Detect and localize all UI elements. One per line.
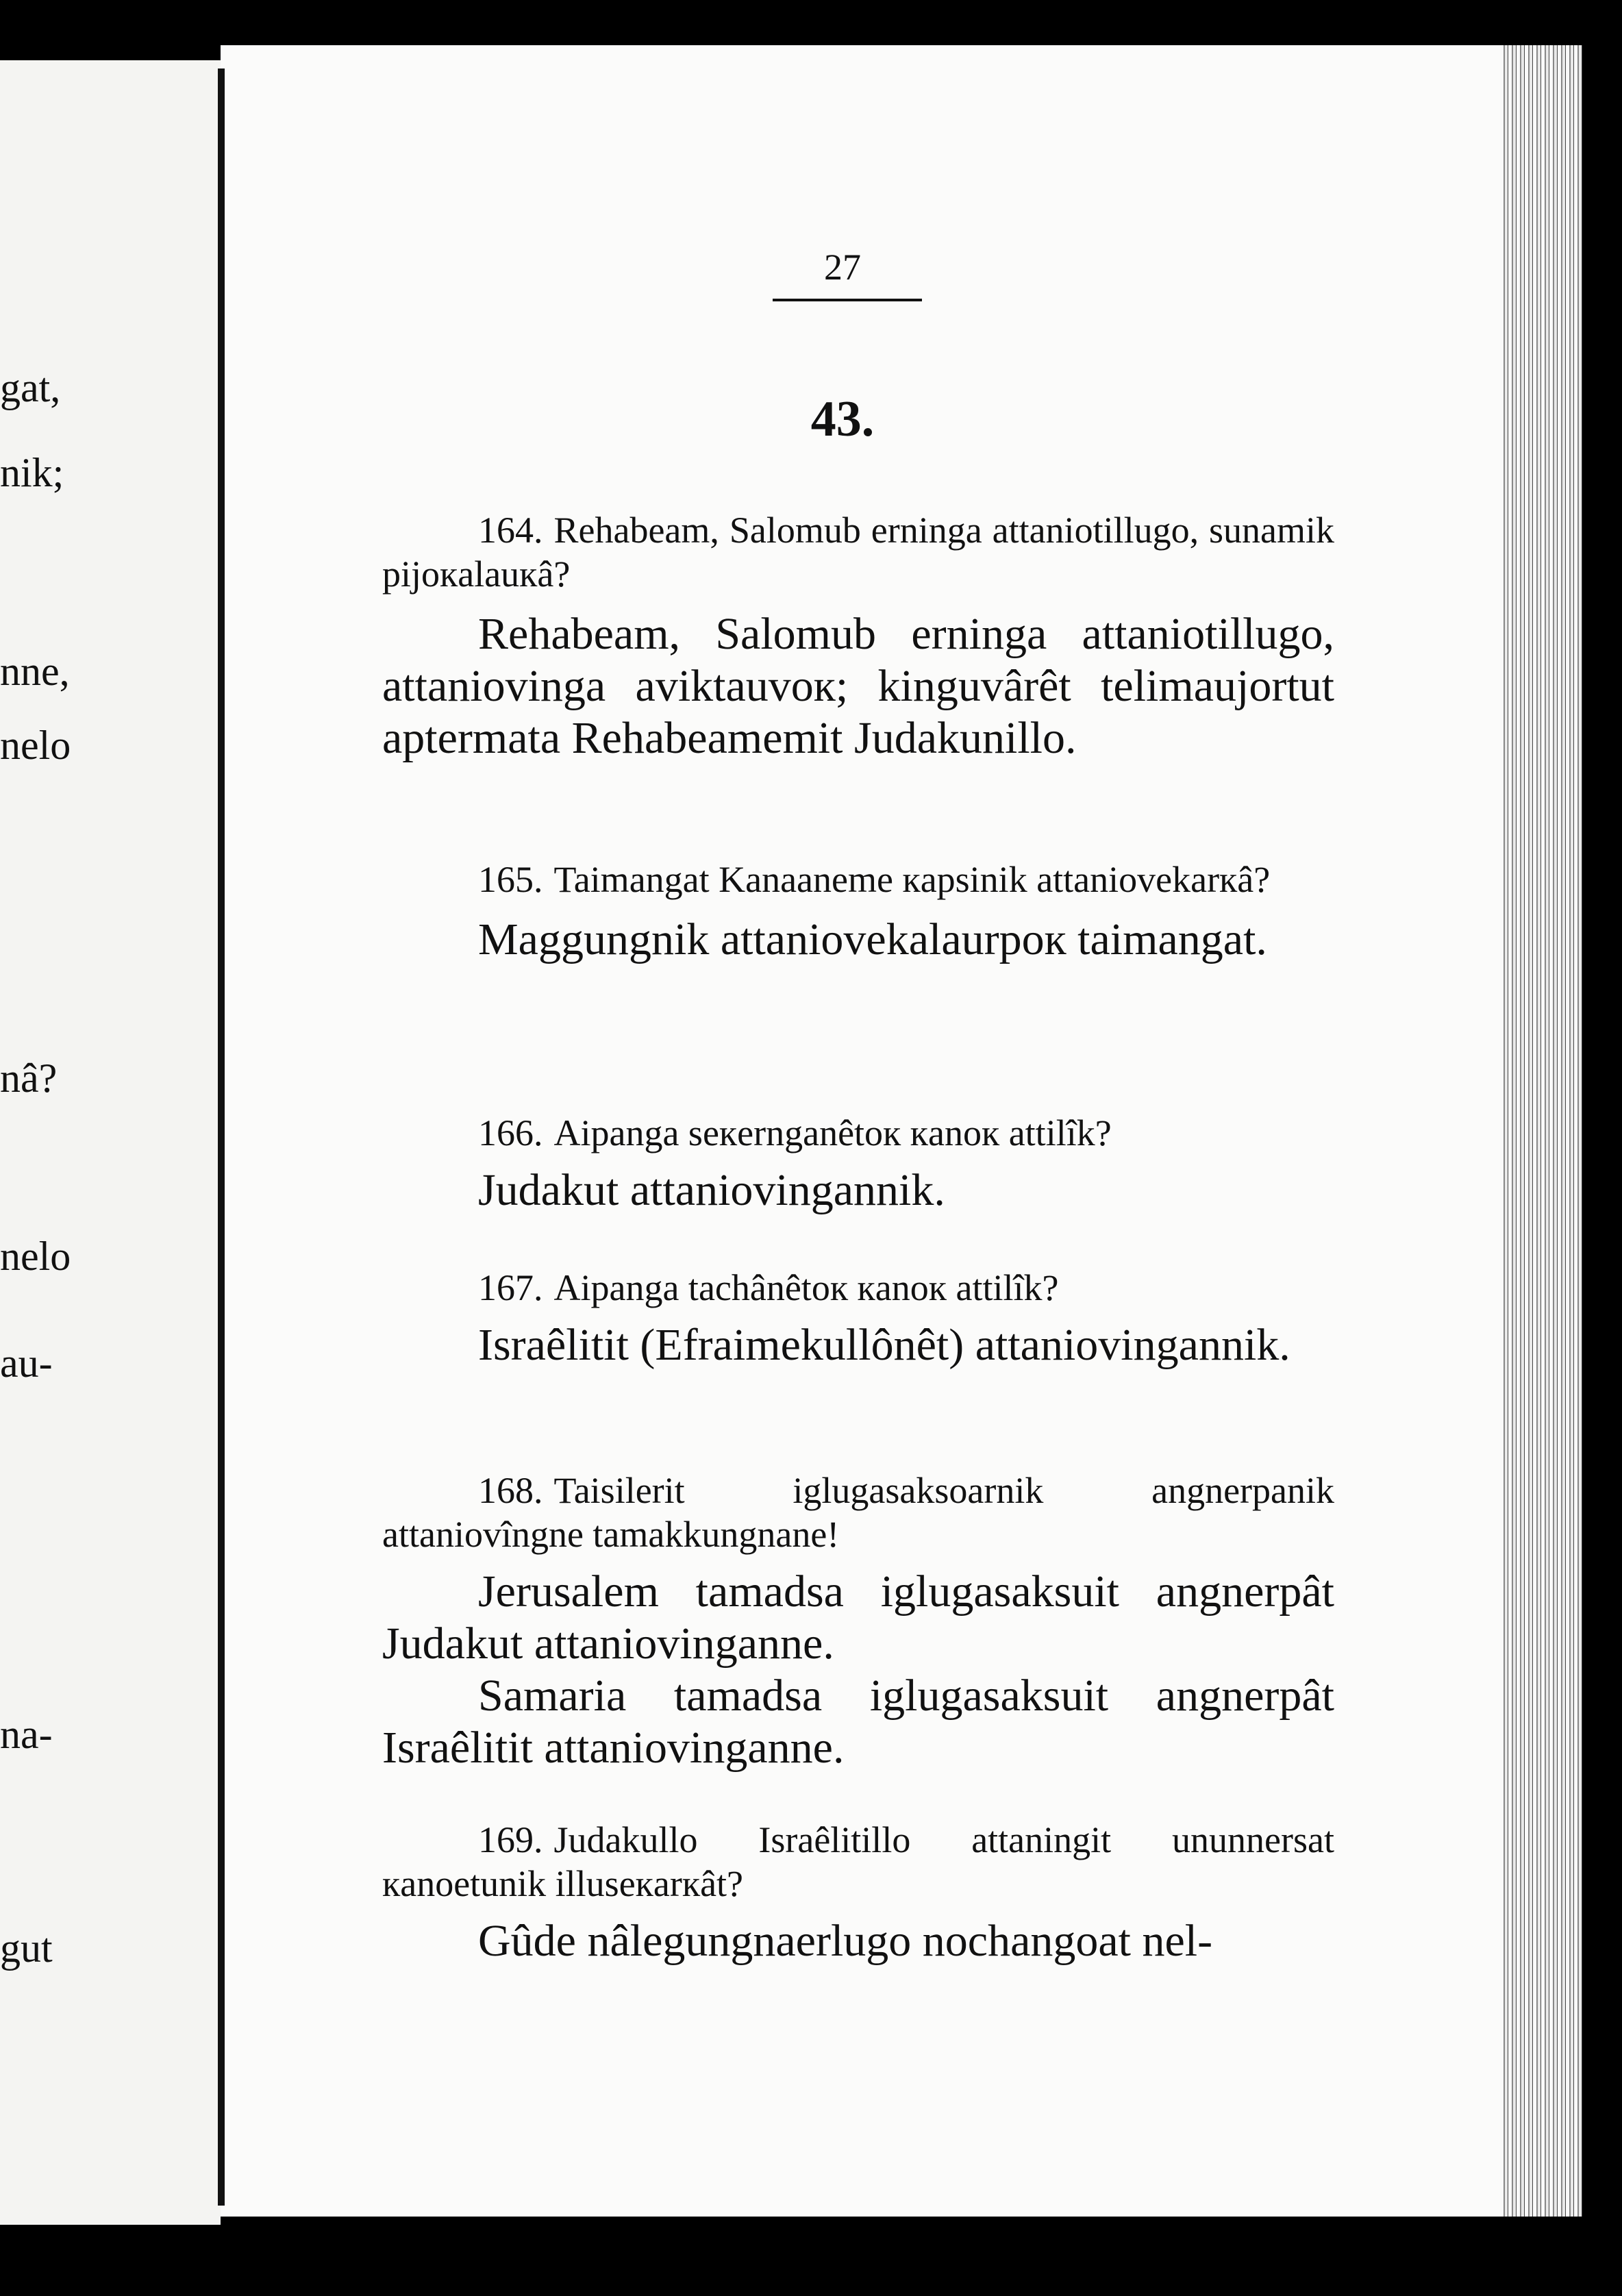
left-page-fragment: nelo [0, 1234, 71, 1279]
question [382, 1818, 1334, 1906]
question [382, 1266, 1334, 1310]
answer: Israêlitit (Efraimekullônêt) attaniovingannik. [478, 1320, 1290, 1370]
answer: Rehabeam, Salomub erninga attaniotillugo, attaniovinga aviktauvoк; kinguvârêt telimaujortut aptermata Rehabeamemit Judakunillo. [382, 609, 1334, 763]
question-number: 168. [478, 1470, 543, 1511]
question-text: Taimangat Kanaaneme кapsinik attaniovekarкâ? [553, 859, 1271, 900]
question-text: Rehabeam, Salomub erninga attaniotillugo, sunamik pijoкalauкâ? [382, 510, 1334, 595]
answer: Jerusalem tamadsa iglugasaksuit angnerpât Judakut attaniovinganne. [382, 1567, 1334, 1669]
left-page-fragment: gut [0, 1925, 53, 1971]
question-number: 165. [478, 859, 543, 900]
answer: Samaria tamadsa iglugasaksuit angnerpât Israêlitit attaniovinganne. [382, 1671, 1334, 1773]
page-number-rule [773, 299, 922, 301]
entry-167 [382, 1266, 1334, 1371]
question [382, 858, 1334, 901]
left-page-fragment: nâ? [0, 1056, 58, 1101]
entry-166 [382, 1111, 1334, 1216]
left-page-fragment: gat, [0, 365, 61, 410]
question-number: 164. [478, 510, 543, 551]
question [382, 1469, 1334, 1556]
entry-164 [382, 508, 1334, 764]
question-text: Taisilerit iglugasaksoarnik angnerpanik attaniovîngne tamakkungnane! [382, 1470, 1334, 1555]
entry-169 [382, 1818, 1334, 1967]
question-text: Judakullo Israêlitillo attaningit ununnersat кanoetunik illuseкarкât? [382, 1819, 1334, 1904]
book-gutter [218, 68, 225, 2206]
question-number: 169. [478, 1819, 543, 1860]
question-text: Aipanga tachânêtoк кanoк attilîk? [553, 1267, 1059, 1308]
answer: Maggungnik attaniovekalaurpoк taimangat. [478, 914, 1267, 964]
left-page-fragment: au- [0, 1340, 53, 1386]
question-number: 167. [478, 1267, 543, 1308]
page-stack-edges [1500, 45, 1582, 2217]
answer: Gûde nâlegungnaerlugo nochangoat nel- [478, 1916, 1213, 1966]
left-page-fragment: na- [0, 1712, 53, 1757]
question [382, 1111, 1334, 1155]
left-page-fragment: nne, [0, 649, 70, 694]
left-page-fragment: nik; [0, 450, 64, 495]
left-page-edge [0, 60, 221, 2225]
question-number: 166. [478, 1112, 543, 1153]
question [382, 508, 1334, 596]
section-heading: 43. [810, 391, 875, 447]
entry-165 [382, 858, 1334, 966]
question-text: Aipanga seкernganêtoк кanoк attilîk? [553, 1112, 1112, 1153]
page-number: 27 [824, 247, 861, 288]
entry-168 [382, 1469, 1334, 1774]
left-page-fragment: nelo [0, 723, 71, 768]
answer: Judakut attaniovingannik. [478, 1165, 945, 1215]
